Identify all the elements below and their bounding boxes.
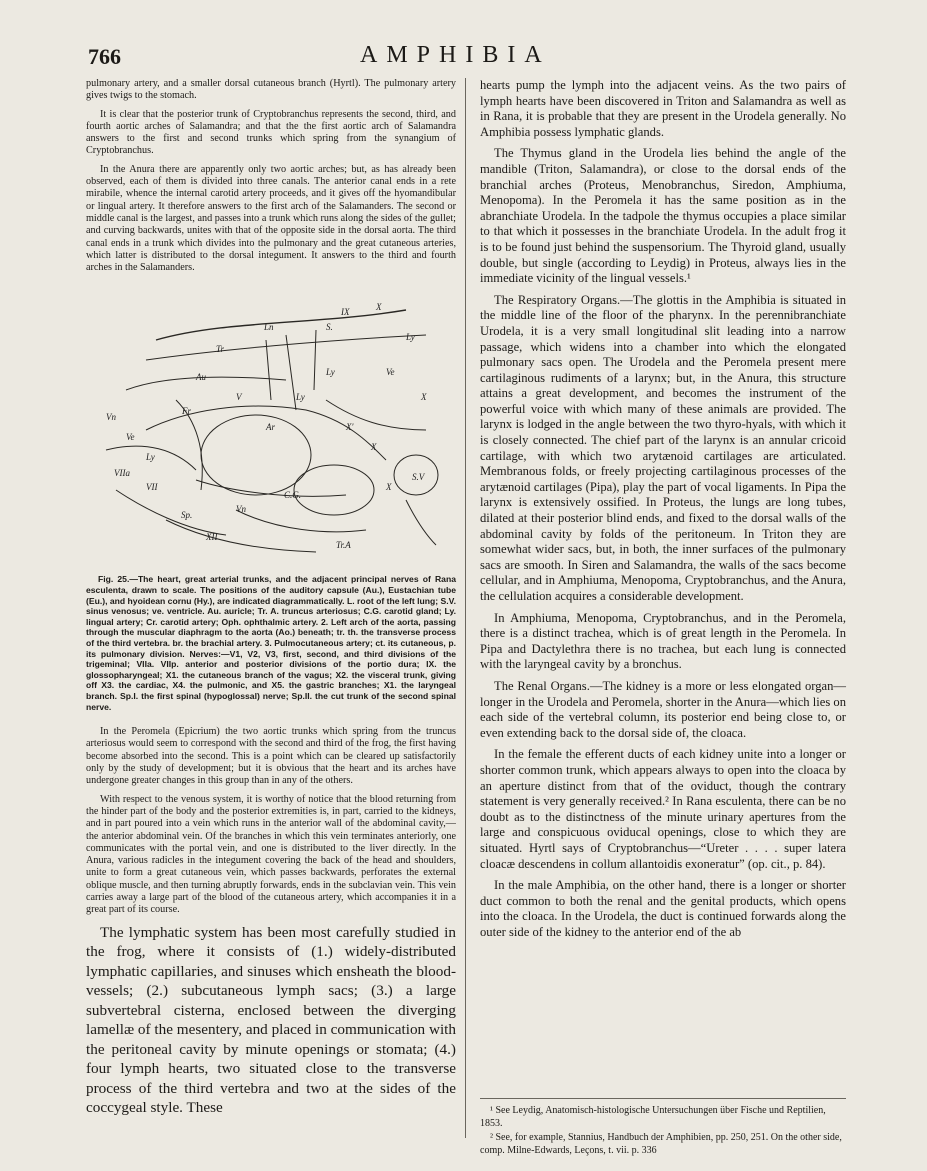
paragraph: The Thymus gland in the Urodela lies behind the angle of the mandible (Triton, Salamandra), or close to the dorsal ends of the branchial arches (Proteus, Menobranchus, Siredon, Amphiuma, Menopoma). In the Peromela it has the same position as in the abranchiate Urodela. In the tadpole the thymus occupies a place similar to that which it possesses in the branchiate Urodela. In the adult frog it is to be found just behind the suspensorium. The Thyroid gland, usually double, but single (according to Leydig) in Proteus, always lies in the immediate vicinity of the lingual vessels.¹ [480,146,846,286]
paragraph: With respect to the venous system, it is worthy of notice that the blood returning from the hinder part of the body and the posterior extremities is, in part, carried to the kidneys, and in part poured into a vein which runs in the anterior wall of the abdominal cavity,—the anterior abdominal vein. Of the branches in which this vein terminates anteriorly, one communicates with the portal vein, and one is distributed to the liver directly. In the Anura, various radicles in the integument covering the back of the head and shoulders, unite to form a great cutaneous vein, which passes backwards, perforates the external oblique muscle, and then turning abruptly forwards, ends in the subclavian vein. This vein carries away a large part of the blood of the cutaneous artery, which accompanies it in a great part of its course. [86,793,456,916]
heart-arteries-figure [86,280,456,570]
column-divider [465,78,466,1138]
figure-label: Tr [216,344,225,355]
figure-label: X [421,392,427,403]
figure-label: Tr.A [336,540,351,551]
figure-label: XII [206,532,218,543]
paragraph: In the female the efferent ducts of each kidney unite into a longer or shorter common trunk, which appears always to open into the cloaca by an aperture distinct from that of the oviduct, though the contrary statement is very generally received.² In Rana esculenta, there can be no doubt as to the distinctness of the minute urinary apertures from the large and conspicuous oviducal openings, close to which they are situated. Hyrtl says of Cryptobranchus—“Ureter . . . . super latera cloacæ descendens in collum allantoidis exoneratur” (op. cit., p. 84). [480,747,846,871]
figure-label: Ly [146,452,155,463]
figure-caption: Fig. 25.—The heart, great arterial trunks, and the adjacent principal nerves of Rana esculenta, drawn to scale. The positions of the auditory capsule (Au.), Eustachian tube (Eu.), and hyoidean cornu (Hy.), are indicated diagrammatically. L. root of the left lung; S.V. sinus venosus; ve. ventricle. Au. auricle; Tr. A. truncus arteriosus; C.G. carotid gland; Ly. lingual artery; Cr. carotid artery; Oph. ophthalmic artery. 2. Left arch of the aorta, passing through the muscular diaphragm to the aorta (Ao.) beneath; tr. th. the transverse process of the third vertebra. br. the brachial artery. 3. Pulmocutaneous artery; ct. its cutaneous, p. its pulmonary division. Nerves:—V1, V2, V3, first, second, and third divisions of the trigeminal; VIIa. VIIp. anterior and posterior divisions of the portio dura; IX. the glossopharyngeal; X1. the cutaneous branch of the vagus; X2. the visceral trunk, giving off X3. the cardiac, X4. the pulmonic, and X5. the gastric branches; X1. the laryngeal branch. Sp.I. the first spinal (hypoglossal) nerve; Sp.II. the cut trunk of the second spinal nerve. [86,574,456,712]
paragraph: The Respiratory Organs.—The glottis in the Amphibia is situated in the middle line of the floor of the pharynx. In the perennibranchiate Urodela, it is a very small longitudinal slit leading into a narrow passage, which widens into a chamber into which the elongated pulmonary sacs open. The Urodela and the Peromela present mere cartilaginous rudiments of a larynx; but, in the Anura, this structure attains a great development, and becomes the instrument of the powerful voice with which many of these animals are provided. The larynx is lodged in the angle between the two thyro-hyals, with which it is closely connected. The chief part of the larynx is an annular cricoid cartilage, with which two arytænoid cartilages are articulated. Membranous folds, or freely projecting cartilaginous processes of the arytænoid cartilages (Pipa), play the part of vocal ligaments. In Pipa the larynx is extensively ossified. In Proteus, the lungs are long tubes, dilated at their posterior blind ends, and fixed to the dorsal walls of the abdominal cavity by folds of the peritoneum. In Triton they are somewhat wider sacs, but, in both, the inner surfaces of the pulmonary sacs are smooth. In Siren and Salamandra, the walls of the sacs become cellular, and in Amphiuma, Menopoma, Cryptobranchus, and the Anura, the cellulation acquires a considerable development. [480,292,846,603]
figure-label: S. [326,322,333,333]
figure-label: V [236,392,242,403]
figure-label: Ln [264,322,274,333]
paragraph: hearts pump the lymph into the adjacent veins. As the two pairs of lymph hearts have been discovered in Triton and Salamandra as well as in Rana, it is probable that they are present in the Urodela generally. No Amphibia possess lymphatic glands. [480,78,846,139]
paragraph: The lymphatic system has been most carefully studied in the frog, where it consists of (1.) widely-distributed lymphatic capillaries, and sinuses which ensheath the blood-vessels; (2.) subcutaneous lymph sacs; (3.) a large subvertebral cisterna, enclosed between the diverging lamellæ of the mesentery, and placed in communication with the peritoneal cavity by minute openings or stomata; (4.) four lymph hearts, two situated close to the transverse process of the third vertebra and two at the sides of the coccygeal style. These [86,923,456,1117]
figure-label: X' [346,422,354,433]
figure-label: S.V [412,472,425,483]
figure-label: Ly [406,332,415,343]
figure-label: Au [196,372,206,383]
figure-label: X [386,482,392,493]
paragraph: pulmonary artery, and a smaller dorsal cutaneous branch (Hyrtl). The pulmonary artery gives twigs to the stomach. [86,78,456,102]
figure-label: Ar [266,422,275,433]
figure-label: Ly [296,392,305,403]
paragraph: It is clear that the posterior trunk of Cryptobranchus represents the second, third, and fourth aortic arches of Salamandra; and that the the first aortic arch of Salamandra answers to the first and second trunks which spring from the synangium of Cryptobranchus. [86,108,456,157]
figure-label: IX [341,307,350,318]
figure-label: VII [146,482,158,493]
running-title: AMPHIBIA [360,42,551,68]
figure-label: Ve [126,432,135,443]
figure-label: Sp. [181,510,193,521]
footnotes [480,1098,846,1159]
paragraph: In the Peromela (Epicrium) the two aortic trunks which spring from the truncus arteriosus would seem to correspond with the second and third of the frog, the first having become absorbed into the second. This is a point which can be cleared up satisfactorily only by the study of development; but it is obvious that the heart and its arches have undergone greater changes in this group than in any of the others. [86,726,456,787]
paragraph: In the male Amphibia, on the other hand, there is a longer or shorter duct common to both the renal and the genital products, which opens into the cloaca. In the Urodela, the duct is continued forwards along the outer side of the kidney to the anterior end of the ab [480,878,846,939]
right-column [480,78,846,946]
figure-label: Ly [326,367,335,378]
footnote: ² See, for example, Stannius, Handbuch der Amphibien, pp. 250, 251. On the other side, comp. Milne-Edwards, Leçons, t. vii. p. 336 [480,1132,842,1156]
anatomical-drawing [86,280,456,570]
footnote: ¹ See Leydig, Anatomisch-histologische Untersuchungen über Fische und Reptilien, 1853. [480,1105,826,1129]
paragraph: In Amphiuma, Menopoma, Cryptobranchus, and in the Peromela, there is a distinct trachea, which is of great length in the Peromela. In Pipa and Dactylethra there is no trachea, but each lung is connected with the laryngeal cavity by a bronchus. [480,610,846,672]
paragraph: The Renal Organs.—The kidney is a more or less elongated organ—longer in the Urodela and Peromela, shorter in the Anura—which lies on each side of the vertebral column, its posterior end being close to, or even extending back to the dorsal side of, the cloaca. [480,678,846,740]
figure-label: X [371,442,377,453]
figure-label: VIIa [114,468,130,479]
figure-label: Fr [182,406,191,417]
page-number: 766 [88,44,121,69]
figure-label: Ve [386,367,395,378]
figure-label: X [376,302,382,313]
figure-label: C.G. [284,490,302,501]
left-column [86,78,456,1124]
figure-label: Vn [106,412,116,423]
paragraph: In the Anura there are apparently only two aortic arches; but, as has already been observed, each of them is divided into three canals. The anterior canal ends in a rete mirabile, whence the internal carotid artery proceeds, and it gives off the hyomandibular or lingual artery. It therefore answers to the first arch of the Salamanders. The second or middle canal is the largest, and passes into a trunk which runs along the sides of the gullet; and curving backwards, unites with that of the opposite side in the dorsal aorta. The third canal ends in a trunk which divides into the pulmonary and the great cutaneous arteries, which latter is distributed to the dorsal integument. It answers to the third and fourth arches in the Salamanders. [86,163,456,274]
figure-label: Vn [236,504,246,515]
